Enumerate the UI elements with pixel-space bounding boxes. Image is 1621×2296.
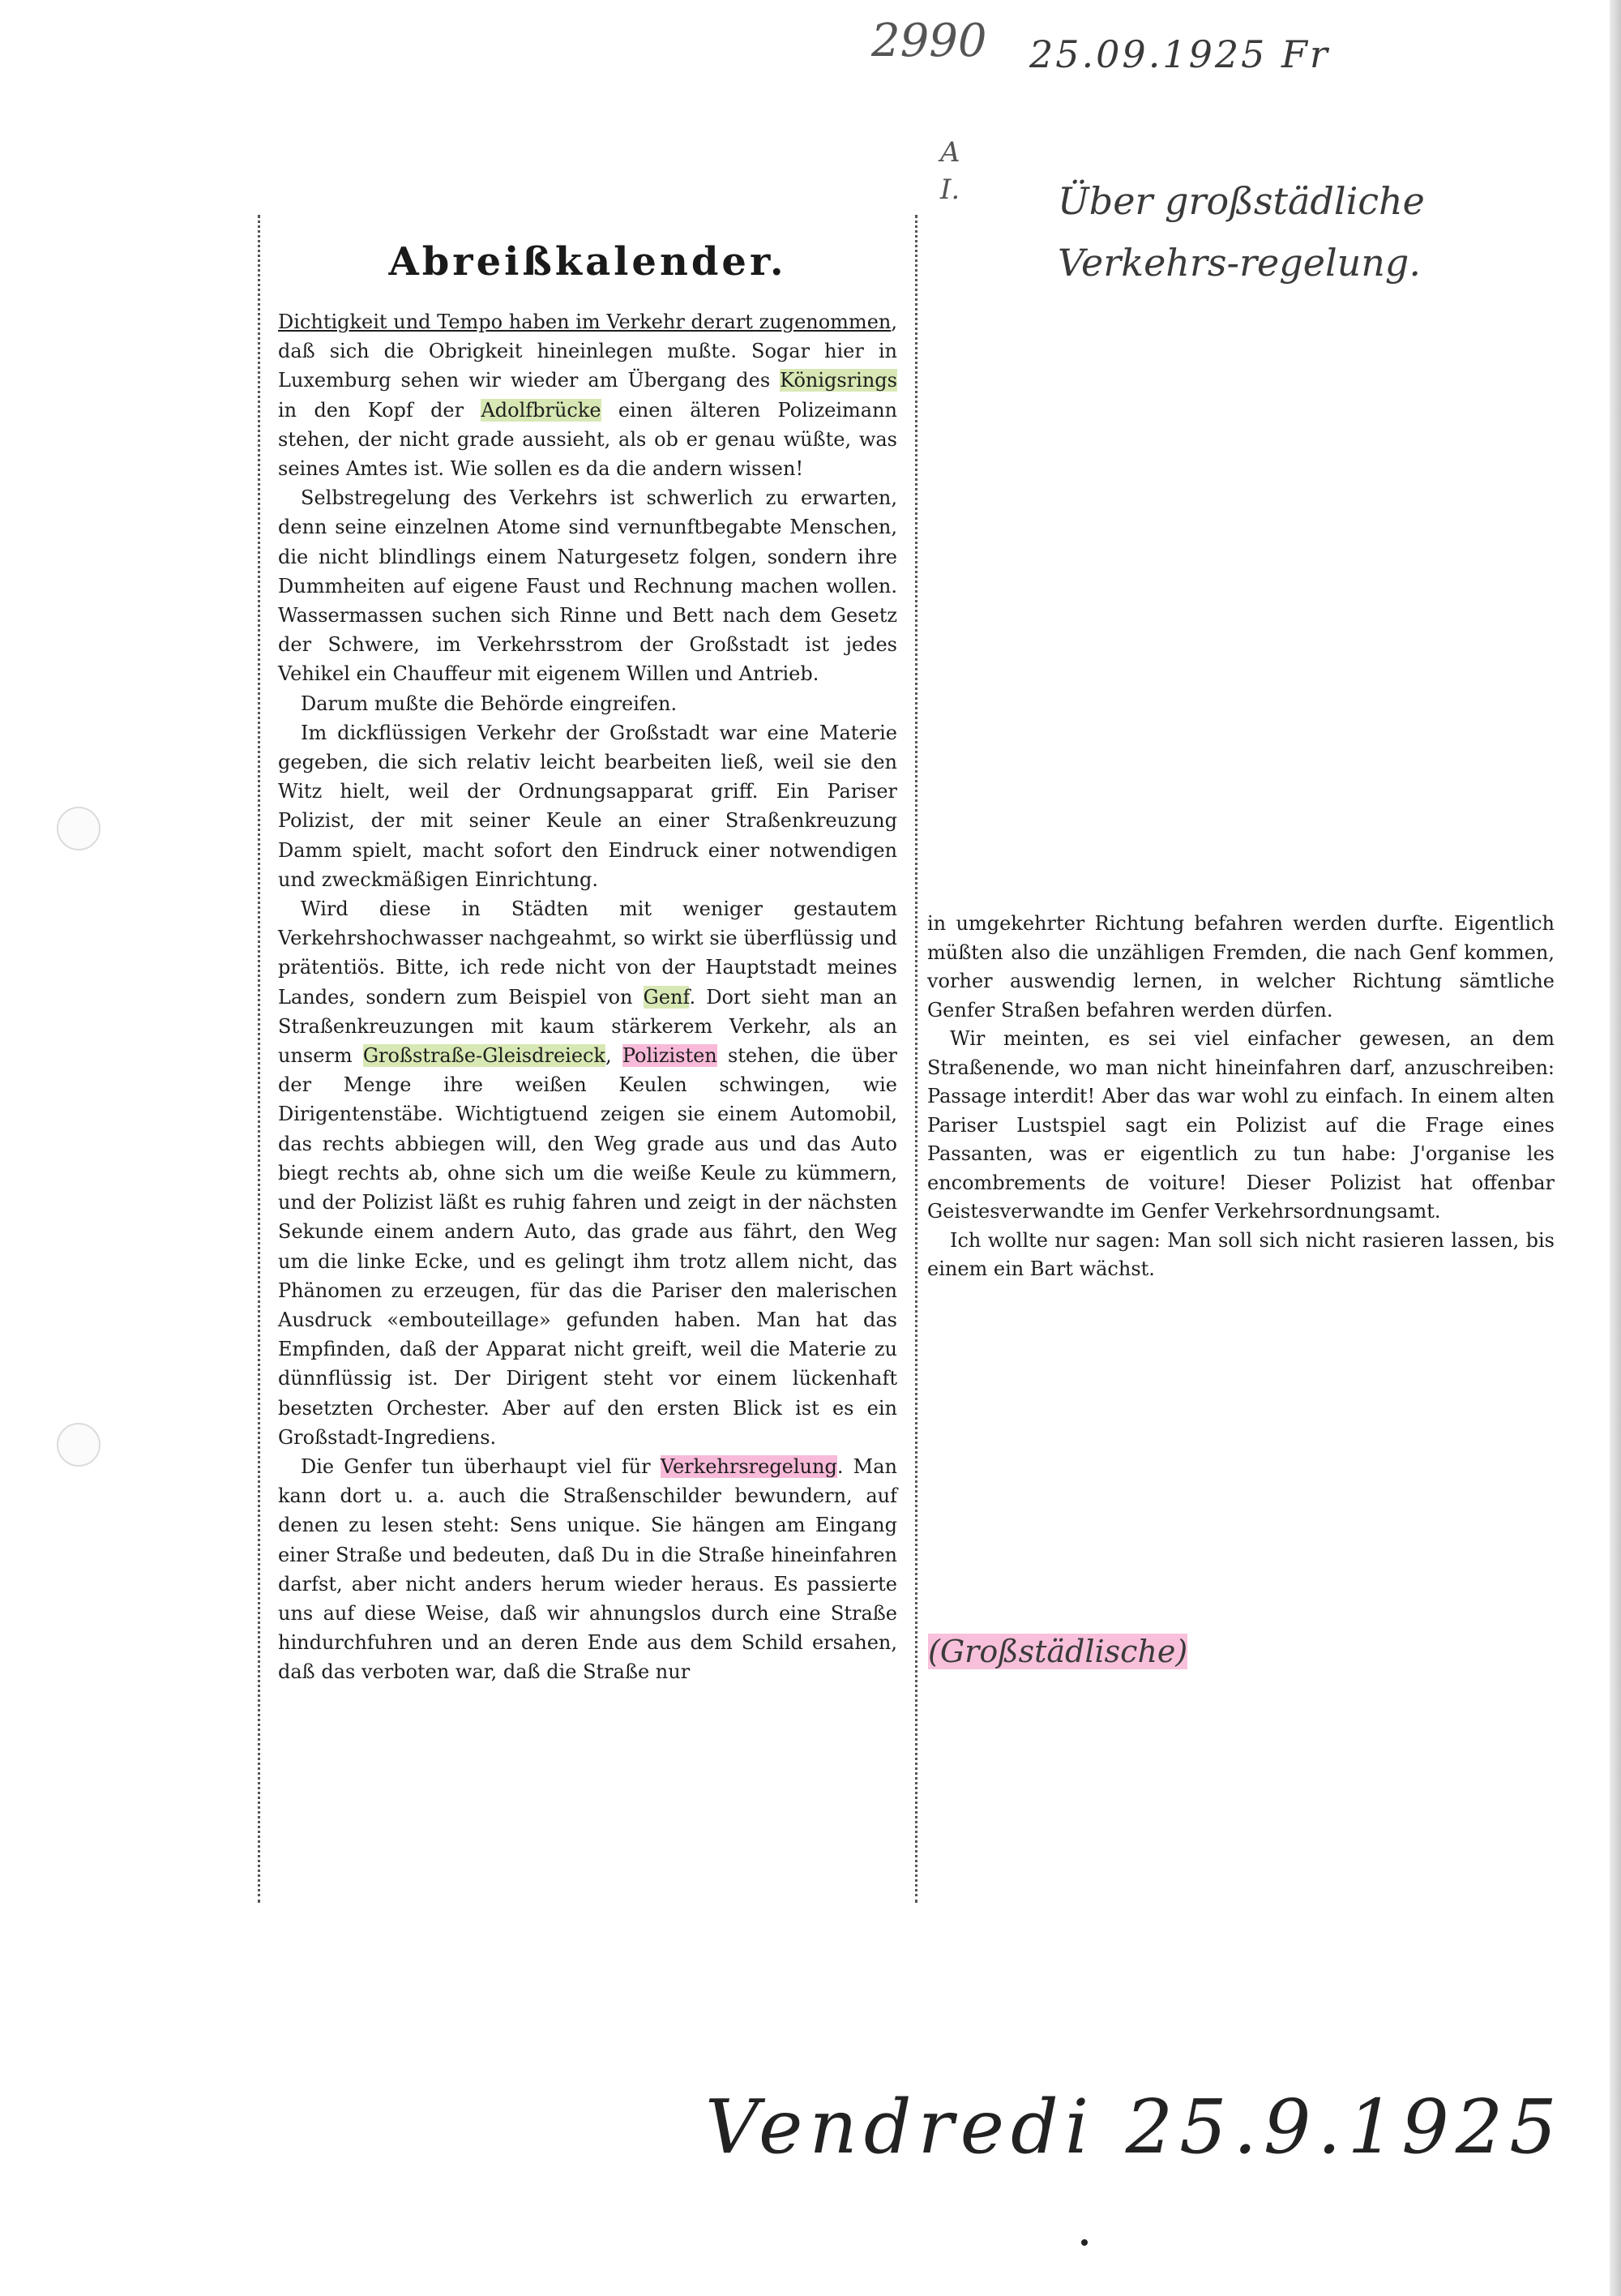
margin-note-text: (Großstädlische) xyxy=(928,1634,1188,1669)
paragraph-6 xyxy=(278,1452,897,1687)
text-run: Wird diese in Städten mit weniger gestautem Verkehrshochwasser nachgeahmt, so wirkt sie überflüssig und prätentiös. Bitte, ich rede nicht von der Hauptstadt meines Landes, sondern zum Beispiel von xyxy=(278,897,897,1009)
highlight-gleisdreieck: Großstraße-Gleisdreieck xyxy=(362,1044,606,1068)
paragraph-9: Ich wollte nur sagen: Man soll sich nicht rasieren lassen, bis einem ein Bart wächst. xyxy=(927,1228,1555,1280)
article-right-column xyxy=(927,910,1555,1284)
highlight-koenigsrings: Königsrings xyxy=(780,369,897,392)
archive-number: 2990 xyxy=(871,15,987,67)
topic-note: Über großstädliche Verkehrs-regelung. xyxy=(1058,179,1425,285)
paragraph-8: Wir meinten, es sei viel einfacher gewesen, an dem Straßenende, wo man nicht hineinfahren darf, anzuschreiben: Passage interdit! Aber das war wohl zu einfach. In einem alten Pariser Lustspiel sagt ein Polizist auf die Frage eines Passanten, was er eigentlich zu tun habe: J'organise les encombrements de voiture! Dieser Polizist hat offenbar Geistesverwandte im Genfer Verkehrsordnungsamt. xyxy=(927,1027,1555,1223)
paragraph-4: Im dickflüssigen Verkehr der Großstadt war eine Materie gegeben, die sich relativ leicht bearbeiten ließ, weil sie den Witz hielt, weil der Ordnungsapparat griff. Ein Pariser Polizist, der mit seiner Keule an einer Straßenkreuzung Damm spielt, macht sofort den Eindruck einer notwendigen und zweckmäßigen Einrichtung. xyxy=(278,721,897,891)
page-edge xyxy=(1610,0,1621,2296)
article-left-column xyxy=(260,307,915,1687)
margin-note xyxy=(928,1634,1187,1669)
text-run: . Dort sieht man an Straßenkreuzungen mit kaum stärkerem Verkehr, als an unserm xyxy=(278,985,897,1068)
highlight-genf: Genf xyxy=(643,985,690,1009)
text-run: stehen, die über der Menge ihre weißen Keulen schwingen, wie Dirigentenstäbe. Wichtigtuend zeigen sie einem Automobil, das rechts abbiegen will, den Weg grade aus und das Auto biegt rechts ab, ohne sich um die weiße Keule zu kümmern, und der Polizist läßt es ruhig fahren und zeigt in der nächsten Sekunde einem andern Auto, das grade aus fährt, den Weg um die linke Ecke, und es gelingt ihm trotz allem nicht, das Phänomen zu erzeugen, für das die Pariser den malerischen Ausdruck «embouteillage» gefunden haben. Man hat das Empfinden, daß der Apparat nicht greift, weil die Materie zu dünnflüssig ist. Der Dirigent steht vor einem lückenhaft besetzten Orchester. Aber auf den ersten Blick ist es ein Großstadt-Ingrediens. xyxy=(278,1044,897,1449)
paragraph-7: in umgekehrter Richtung befahren werden durfte. Eigentlich müßten also die unzähligen Fremden, die nach Genf kommen, vorher auswendig lernen, in welcher Richtung sämtliche Genfer Straßen befahren werden dürfen. xyxy=(927,912,1555,1022)
text-run: , daß sich die Obrigkeit hineinlegen mußte. Sogar hier in Luxemburg sehen wir wieder am Übergang des xyxy=(278,311,897,392)
highlight-verkehrsregelung: Verkehrsregelung xyxy=(660,1454,837,1478)
text-run: in den Kopf der xyxy=(278,398,481,422)
text-run: , xyxy=(605,1044,622,1068)
highlight-adolfbruecke: Adolfbrücke xyxy=(481,398,601,422)
paragraph-1 xyxy=(278,307,897,483)
highlight-polizisten: Polizisten xyxy=(622,1044,717,1068)
underlined-lead: Dichtigkeit und Tempo haben im Verkehr derart zugenommen xyxy=(278,311,892,333)
paragraph-5 xyxy=(278,894,897,1452)
article-title: Abreißkalender. xyxy=(388,239,787,285)
punch-hole-bottom xyxy=(57,1423,101,1467)
paragraph-3: Darum mußte die Behörde eingreifen. xyxy=(301,692,678,715)
article-continuation xyxy=(927,910,1555,1343)
punch-hole-top xyxy=(57,807,101,850)
article-clipping xyxy=(258,215,917,1903)
top-date-note: 25.09.1925 Fr xyxy=(1029,32,1330,76)
paragraph-2: Selbstregelung des Verkehrs ist schwerlich zu erwarten, denn seine einzelnen Atome sind vernunftbegabte Menschen, die nicht blindlings einem Naturgesetz folgen, sondern ihre Dummheiten auf eigene Faust und Rechnung machen wollen. Wassermassen suchen sich Rinne und Bett nach dem Gesetz der Schwere, im Verkehrsstrom der Großstadt ist jedes Vehikel ein Chauffeur mit eigenem Willen und Antrieb. xyxy=(278,486,897,686)
text-run: . Man kann dort u. a. auch die Straßenschilder bewundern, auf denen zu lesen steht: Sens unique. Sie hängen am Eingang einer Straße und bedeuten, daß Du in die Straße hineinfahren darfst, aber nicht anders herum wieder heraus. Es passierte uns auf diese Weise, daß wir ahnungslos durch eine Straße hindurchfuhren und an deren Ende aus dem Schild ersahen, daß das verboten war, daß die Straße nur xyxy=(278,1454,897,1684)
text-run: Die Genfer tun überhaupt viel für xyxy=(301,1454,661,1478)
text-run: einen älteren Polizeimann stehen, der nicht grade aussieht, als ob er genau wüßte, was seines Amtes ist. Wie sollen es da die andern wissen! xyxy=(278,398,898,481)
ink-dot xyxy=(1081,2239,1088,2246)
bottom-date-note: Vendredi 25.9.1925 xyxy=(705,2084,1563,2170)
section-marker: A I. xyxy=(940,136,960,206)
